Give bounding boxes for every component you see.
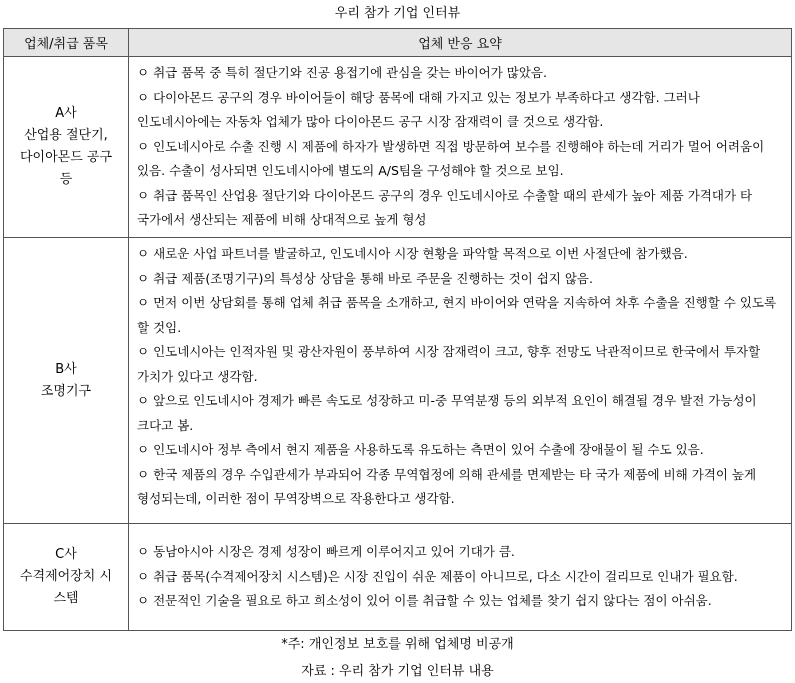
note-item: [137, 589, 785, 614]
table-row: [4, 524, 792, 631]
note-item: [137, 340, 785, 389]
note-text: 다이아몬드 공구의 경우 바이어들이 해당 품목에 대해 가지고 있는 정보가 부족하다고 생각함. 그러나 인도네시아에는 자동차 업체가 많아 다이아몬드 공구 시장 잠재력이 클 것으로 생각함.: [137, 89, 700, 129]
bullet-icon: ㅇ: [137, 393, 150, 408]
bullet-icon: ㅇ: [137, 295, 150, 310]
header-summary: 업체 반응 요약: [129, 29, 792, 57]
bullet-icon: ㅇ: [137, 187, 150, 203]
bullet-icon: ㅇ: [137, 344, 150, 359]
company-line: A사: [55, 106, 77, 121]
note-text: 한국 제품의 경우 수입관세가 부과되어 각종 무역협정에 의해 관세를 면제받는 타 국가 제품에 비해 가격이 높게 형성되는데, 이러한 점이 무역장벽으로 작용한다고 생각함.: [137, 466, 757, 506]
bullet-icon: ㅇ: [137, 568, 150, 584]
table-header-row: [4, 29, 792, 57]
note-item: [137, 61, 785, 86]
company-line: 조명기구: [40, 383, 92, 399]
bullet-icon: ㅇ: [137, 138, 150, 154]
interview-table: [3, 28, 792, 631]
company-line: 등: [59, 172, 73, 187]
company-line: 산업용 절단기,: [24, 128, 108, 143]
note-text: 인도네시아로 수출 진행 시 제품에 하자가 발생하면 직접 방문하여 보수를 진행해야 하는데 거리가 멀어 어려움이 있음. 수출이 성사되면 인도네시아에 별도의 A/S팀을 구성해야 할 것으로 보임.: [137, 138, 765, 178]
note-item: [137, 389, 785, 438]
notes-cell: [129, 238, 792, 524]
bullet-icon: ㅇ: [137, 442, 150, 457]
note-text: 인도네시아 정부 측에서 현지 제품을 사용하도록 유도하는 측면이 있어 수출에 장애물이 될 수도 있음.: [153, 442, 704, 457]
header-company: 업체/취급 품목: [4, 29, 129, 57]
bullet-icon: ㅇ: [137, 593, 150, 608]
notes-cell: [129, 524, 792, 631]
note-text: 새로운 사업 파트너를 발굴하고, 인도네시아 시장 현황을 파악할 목적으로 이번 사절단에 참가했음.: [153, 246, 688, 261]
note-text: 취급 품목인 산업용 절단기와 다이아몬드 공구의 경우 인도네시아로 수출할 때의 관세가 높아 제품 가격대가 타 국가에서 생산되는 제품에 비해 상대적으로 높게 형성: [137, 187, 753, 227]
note-item: [137, 463, 785, 512]
bullet-icon: ㅇ: [137, 65, 150, 80]
document-title: 우리 참가 기업 인터뷰: [334, 6, 461, 21]
note-text: 인도네시아는 인적자원 및 광산자원이 풍부하여 시장 잠재력이 크고, 향후 전망도 낙관적이므로 한국에서 투자할 가치가 있다고 생각함.: [137, 344, 761, 384]
company-line: 다이아몬드 공구: [19, 150, 113, 165]
table-row: [4, 238, 792, 524]
notes-cell: [129, 57, 792, 238]
note-item: [137, 540, 785, 565]
footnote: *주: 개인정보 보호를 위해 업체명 비공개: [281, 637, 514, 652]
bullet-icon: ㅇ: [137, 466, 150, 482]
note-item: [137, 565, 785, 590]
source-note: 자료 : 우리 참가 기업 인터뷰 내용: [301, 664, 494, 679]
table-row: [4, 57, 792, 238]
company-line: 수격제어장치 시: [19, 569, 113, 584]
bullet-icon: ㅇ: [137, 270, 150, 286]
company-line: B사: [55, 361, 77, 377]
note-item: [137, 242, 785, 267]
note-item: [137, 267, 785, 292]
note-item: [137, 438, 785, 463]
bullet-icon: ㅇ: [137, 89, 150, 105]
note-text: 전문적인 기술을 필요로 하고 희소성이 있어 이를 취급할 수 있는 업체를 찾기 쉽지 않다는 점이 아쉬움.: [153, 593, 712, 608]
note-item: [137, 184, 785, 233]
bullet-icon: ㅇ: [137, 246, 150, 261]
note-text: 동남아시아 시장은 경제 성장이 빠르게 이루어지고 있어 기대가 큼.: [153, 544, 515, 559]
company-line: 스템: [53, 591, 79, 606]
note-text: 취급 품목 중 특히 절단기와 진공 용접기에 관심을 갖는 바이어가 많았음.: [153, 65, 547, 80]
company-cell: [4, 57, 129, 238]
note-text: 앞으로 인도네시아 경제가 빠른 속도로 성장하고 미-중 무역분쟁 등의 외부적 요인이 해결될 경우 발전 가능성이 크다고 봄.: [137, 393, 757, 433]
note-text: 먼저 이번 상담회를 통해 업체 취급 품목을 소개하고, 현지 바이어와 연락을 지속하여 차후 수출을 진행할 수 있도록 할 것임.: [137, 295, 777, 335]
bullet-icon: ㅇ: [137, 544, 150, 559]
company-cell: [4, 238, 129, 524]
note-item: [137, 135, 785, 184]
note-item: [137, 86, 785, 135]
note-text: 취급 품목(수격제어장치 시스템)은 시장 진입이 쉬운 제품이 아니므로, 다소 시간이 걸리므로 인내가 필요함.: [153, 568, 738, 584]
note-text: 취급 제품(조명기구)의 특성상 상담을 통해 바로 주문을 진행하는 것이 쉽지 않음.: [153, 270, 593, 286]
company-cell: [4, 524, 129, 631]
company-line: C사: [55, 547, 77, 562]
note-item: [137, 291, 785, 340]
